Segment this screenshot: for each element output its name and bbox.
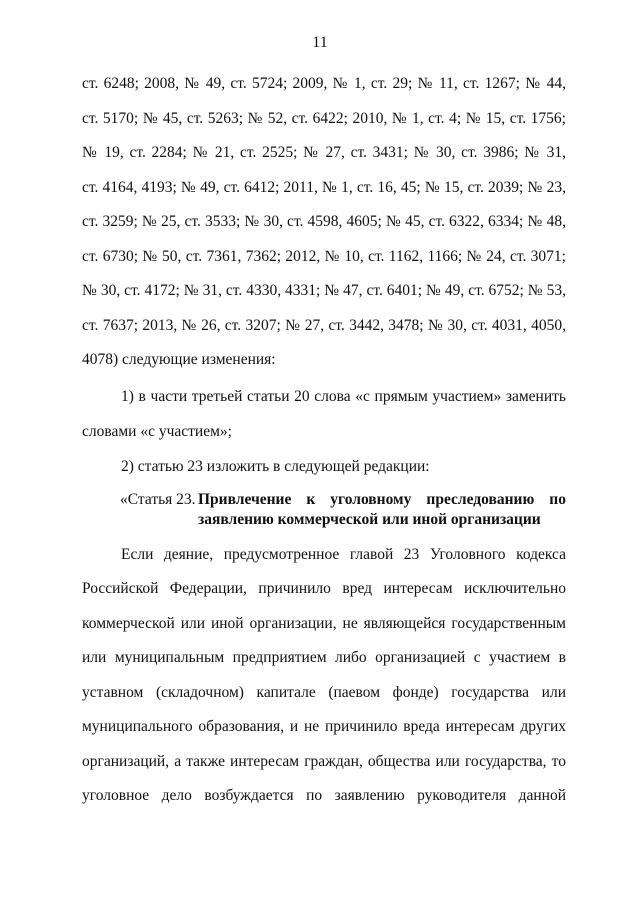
article-title-line-1: Привлечение к уголовному преследованию по	[198, 491, 566, 508]
text-line: уголовное дело возбуждается по заявлению руководителя данной	[82, 787, 566, 804]
text-line: 4078) следующие изменения:	[82, 351, 276, 368]
list-item-2: 2) статью 23 изложить в следующей редакции:	[121, 458, 430, 475]
text-line: организаций, а также интересам граждан, общества или государства, то	[82, 753, 566, 770]
text-line: ст. 6730; № 50, ст. 7361, 7362; 2012, № 10, ст. 1162, 1166; № 24, ст. 3071;	[82, 248, 566, 265]
page-number: 11	[312, 34, 328, 51]
text-line: № 19, ст. 2284; № 21, ст. 2525; № 27, ст. 3431; № 30, ст. 3986; № 31,	[82, 144, 566, 161]
text-line: ст. 6248; 2008, № 49, ст. 5724; 2009, № 1, ст. 29; № 11, ст. 1267; № 44,	[82, 75, 566, 92]
list-item-1-line-1: 1) в части третьей статьи 20 слова «с прямым участием» заменить	[121, 388, 566, 405]
article-heading	[120, 490, 566, 530]
text-line: Российской Федерации, причинило вред интересам исключительно	[82, 580, 566, 597]
text-line: муниципального образования, и не причинило вреда интересам других	[82, 718, 566, 735]
article-number: «Статья 23.	[120, 491, 196, 508]
text-line: ст. 4164, 4193; № 49, ст. 6412; 2011, № 1, ст. 16, 45; № 15, ст. 2039; № 23,	[82, 179, 566, 196]
text-line: Если деяние, предусмотренное главой 23 Уголовного кодекса	[121, 546, 566, 563]
article-title-line-2: заявлению коммерческой или иной организации	[198, 511, 541, 528]
text-line: уставном (складочном) капитале (паевом фонде) государства или	[82, 684, 566, 701]
text-line: коммерческой или иной организации, не являющейся государственным	[82, 615, 566, 632]
list-item-1-line-2: словами «с участием»;	[82, 423, 232, 440]
text-line: ст. 7637; 2013, № 26, ст. 3207; № 27, ст. 3442, 3478; № 30, ст. 4031, 4050,	[82, 317, 566, 334]
text-line: № 30, ст. 4172; № 31, ст. 4330, 4331; № 47, ст. 6401; № 49, ст. 6752; № 53,	[82, 282, 566, 299]
text-line: ст. 5170; № 45, ст. 5263; № 52, ст. 6422; 2010, № 1, ст. 4; № 15, ст. 1756;	[82, 110, 566, 127]
text-line: или муниципальным предприятием либо организацией с участием в	[82, 649, 566, 666]
text-line: ст. 3259; № 25, ст. 3533; № 30, ст. 4598, 4605; № 45, ст. 6322, 6334; № 48,	[82, 213, 566, 230]
